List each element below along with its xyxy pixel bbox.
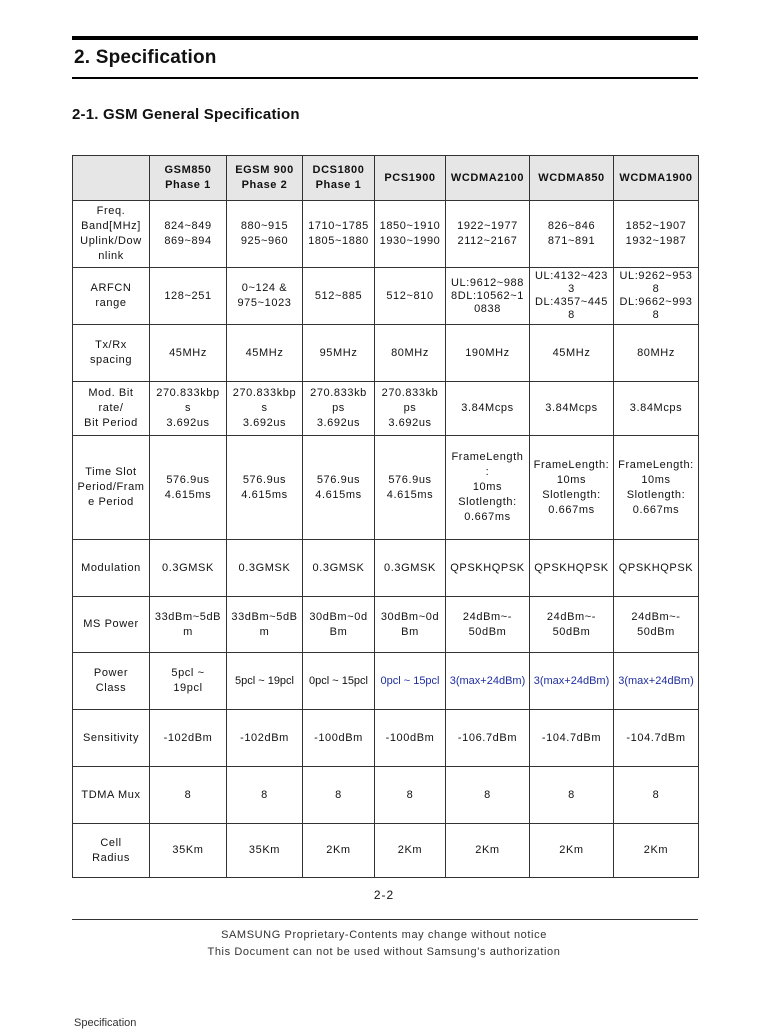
table-cell: -102dBm <box>227 710 303 767</box>
table-cell: 512~810 <box>375 268 446 325</box>
table-cell: 33dBm~5dB m <box>227 597 303 653</box>
table-cell: FrameLength: 10ms Slotlength: 0.667ms <box>614 436 699 540</box>
table-cell: 0pcl ~ 15pcl <box>303 653 375 710</box>
table-cell: -100dBm <box>375 710 446 767</box>
table-cell: UL:9612~988 8DL:10562~1 0838 <box>446 268 530 325</box>
table-row <box>73 201 699 268</box>
footer-notice: SAMSUNG Proprietary-Contents may change without notice <box>221 929 547 941</box>
section-title: 2. Specification <box>74 47 217 68</box>
table-cell: 5pcl ~ 19pcl <box>150 653 227 710</box>
top-rule <box>72 36 698 40</box>
page-number: 2-2 <box>373 888 395 902</box>
table-cell: QPSKHQPSK <box>446 540 530 597</box>
table-cell: 33dBm~5dB m <box>150 597 227 653</box>
table-cell: 8 <box>303 767 375 824</box>
header-dcs1800: DCS1800 Phase 1 <box>303 156 375 201</box>
table-cell: 190MHz <box>446 325 530 382</box>
row-label: Time Slot Period/Fram e Period <box>73 436 150 540</box>
table-header-row <box>73 156 699 201</box>
table-row <box>73 824 699 878</box>
header-wcdma850: WCDMA850 <box>530 156 614 201</box>
table-cell: 95MHz <box>303 325 375 382</box>
table-cell: 45MHz <box>227 325 303 382</box>
table-row <box>73 325 699 382</box>
header-pcs1900: PCS1900 <box>375 156 446 201</box>
row-label: Mod. Bit rate/ Bit Period <box>73 382 150 436</box>
table-cell: 1850~1910 1930~1990 <box>375 201 446 268</box>
table-cell: 2Km <box>446 824 530 878</box>
table-cell: 1852~1907 1932~1987 <box>614 201 699 268</box>
table-cell: 0.3GMSK <box>303 540 375 597</box>
row-label: Cell Radius <box>73 824 150 878</box>
table-cell: 826~846 871~891 <box>530 201 614 268</box>
row-label: MS Power <box>73 597 150 653</box>
table-cell: 8 <box>446 767 530 824</box>
table-cell: 3.84Mcps <box>446 382 530 436</box>
row-label: Power Class <box>73 653 150 710</box>
table-cell: 2Km <box>375 824 446 878</box>
table-cell: 1922~1977 2112~2167 <box>446 201 530 268</box>
table-cell: UL:4132~423 3 DL:4357~445 8 <box>530 268 614 325</box>
header-wcdma1900: WCDMA1900 <box>614 156 699 201</box>
table-cell: -100dBm <box>303 710 375 767</box>
table-cell: -102dBm <box>150 710 227 767</box>
table-cell: -104.7dBm <box>614 710 699 767</box>
table-cell: 2Km <box>303 824 375 878</box>
spec-table <box>72 155 699 878</box>
table-cell: 0.3GMSK <box>227 540 303 597</box>
row-label: Tx/Rx spacing <box>73 325 150 382</box>
table-cell: UL:9262~953 8 DL:9662~993 8 <box>614 268 699 325</box>
table-cell: 576.9us 4.615ms <box>375 436 446 540</box>
table-cell: 512~885 <box>303 268 375 325</box>
table-cell: 824~849 869~894 <box>150 201 227 268</box>
table-cell: 80MHz <box>614 325 699 382</box>
table-row <box>73 767 699 824</box>
table-cell: 5pcl ~ 19pcl <box>227 653 303 710</box>
table-row <box>73 268 699 325</box>
row-label: Sensitivity <box>73 710 150 767</box>
header-wcdma2100: WCDMA2100 <box>446 156 530 201</box>
table-row <box>73 382 699 436</box>
table-cell: 45MHz <box>530 325 614 382</box>
table-cell: 0.3GMSK <box>150 540 227 597</box>
table-cell: FrameLength : 10ms Slotlength: 0.667ms <box>446 436 530 540</box>
table-cell: 3(max+24dBm) <box>446 653 530 710</box>
table-row <box>73 653 699 710</box>
table-cell: 576.9us 4.615ms <box>227 436 303 540</box>
table-cell: 3.84Mcps <box>530 382 614 436</box>
table-cell: 24dBm~- 50dBm <box>446 597 530 653</box>
table-cell: 35Km <box>150 824 227 878</box>
row-label: TDMA Mux <box>73 767 150 824</box>
row-label: Modulation <box>73 540 150 597</box>
footer-authorization: This Document can not be used without Samsung's authorization <box>207 946 561 958</box>
table-cell: -106.7dBm <box>446 710 530 767</box>
table-cell: 8 <box>375 767 446 824</box>
table-row <box>73 540 699 597</box>
table-cell: QPSKHQPSK <box>530 540 614 597</box>
header-corner-cell <box>73 156 150 201</box>
table-cell: 270.833kb ps 3.692us <box>375 382 446 436</box>
table-cell: 24dBm~- 50dBm <box>614 597 699 653</box>
table-cell: 8 <box>227 767 303 824</box>
table-cell: 270.833kb ps 3.692us <box>303 382 375 436</box>
table-cell: 80MHz <box>375 325 446 382</box>
table-cell: FrameLength: 10ms Slotlength: 0.667ms <box>530 436 614 540</box>
table-row <box>73 710 699 767</box>
header-gsm850: GSM850 Phase 1 <box>150 156 227 201</box>
row-label: ARFCN range <box>73 268 150 325</box>
table-cell: 35Km <box>227 824 303 878</box>
table-cell: 24dBm~- 50dBm <box>530 597 614 653</box>
table-cell: 128~251 <box>150 268 227 325</box>
table-cell: 0.3GMSK <box>375 540 446 597</box>
footer-rule <box>72 919 698 920</box>
table-cell: 45MHz <box>150 325 227 382</box>
table-cell: 8 <box>614 767 699 824</box>
row-label: Freq. Band[MHz] Uplink/Dow nlink <box>73 201 150 268</box>
table-cell: 270.833kbp s 3.692us <box>227 382 303 436</box>
table-cell: 3(max+24dBm) <box>530 653 614 710</box>
subsection-title: 2-1. GSM General Specification <box>72 106 300 123</box>
table-row <box>73 436 699 540</box>
table-cell: 1710~1785 1805~1880 <box>303 201 375 268</box>
table-cell: QPSKHQPSK <box>614 540 699 597</box>
table-cell: 3(max+24dBm) <box>614 653 699 710</box>
table-cell: 2Km <box>614 824 699 878</box>
header-egsm900: EGSM 900 Phase 2 <box>227 156 303 201</box>
table-cell: 8 <box>530 767 614 824</box>
table-cell: 30dBm~0d Bm <box>303 597 375 653</box>
table-cell: 576.9us 4.615ms <box>303 436 375 540</box>
table-cell: 2Km <box>530 824 614 878</box>
table-cell: 270.833kbp s 3.692us <box>150 382 227 436</box>
table-cell: 3.84Mcps <box>614 382 699 436</box>
next-page-fragment: Specification <box>74 1017 137 1029</box>
table-cell: 8 <box>150 767 227 824</box>
table-row <box>73 597 699 653</box>
table-cell: 880~915 925~960 <box>227 201 303 268</box>
table-cell: -104.7dBm <box>530 710 614 767</box>
table-cell: 0pcl ~ 15pcl <box>375 653 446 710</box>
table-cell: 0~124 & 975~1023 <box>227 268 303 325</box>
table-cell: 30dBm~0d Bm <box>375 597 446 653</box>
title-underline <box>72 77 698 79</box>
table-cell: 576.9us 4.615ms <box>150 436 227 540</box>
